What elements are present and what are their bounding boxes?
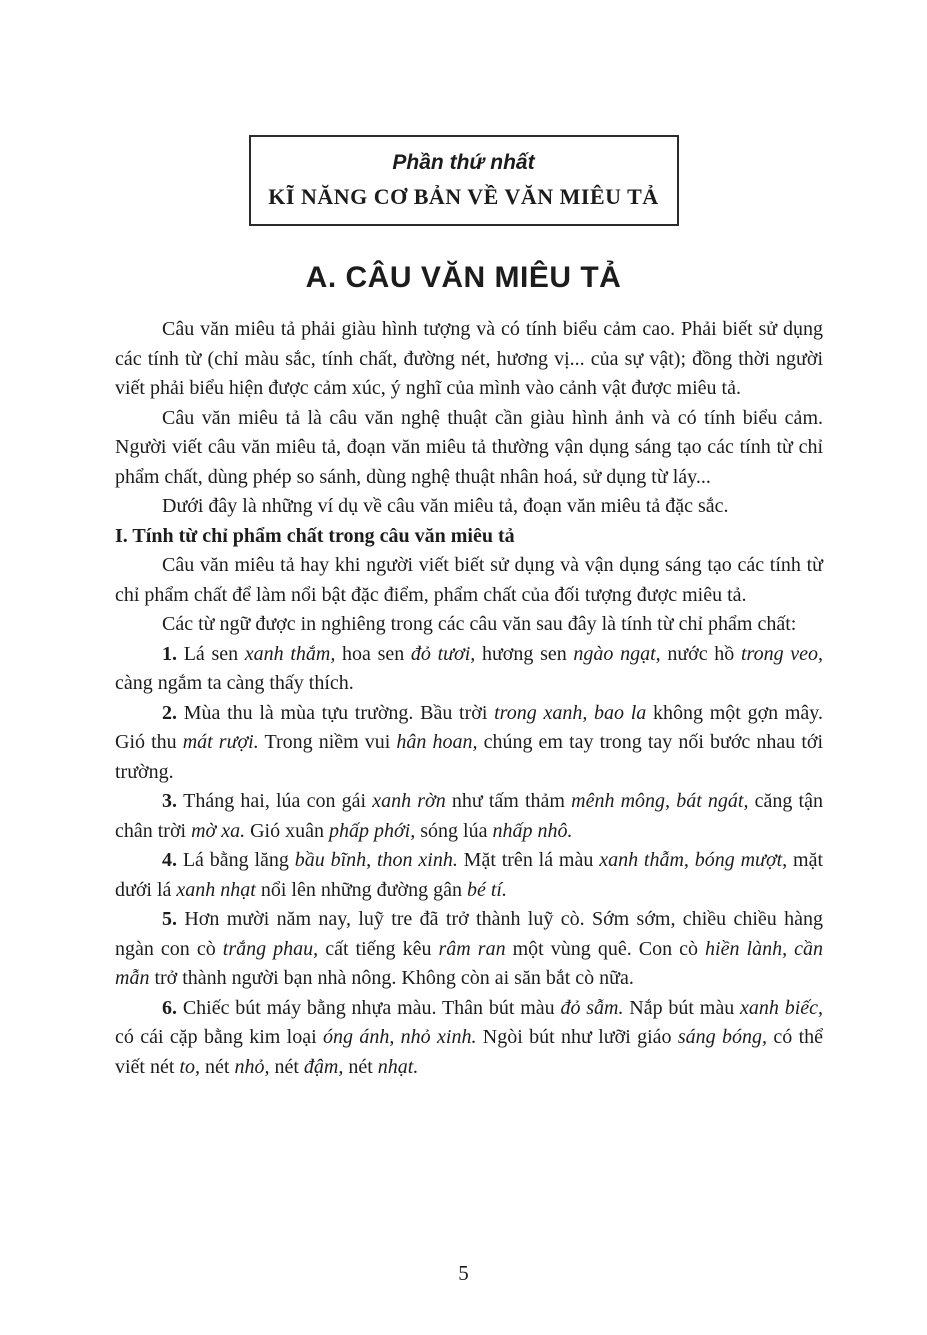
document-page <box>0 135 927 1335</box>
paragraph <box>115 640 823 699</box>
paragraph <box>115 699 823 788</box>
paragraph <box>115 315 823 404</box>
text-run: nhỏ, <box>234 1055 270 1078</box>
text-run: mờ xa. <box>191 819 246 842</box>
paragraph <box>115 610 823 640</box>
text-run: nét <box>200 1055 235 1078</box>
text-run: ngào ngạt, <box>573 642 661 665</box>
text-run: mặt dưới lá <box>115 849 824 901</box>
text-run: Câu văn miêu tả hay khi người viết biết sử dụng và vận dụng sáng tạo các tính từ chỉ phẩm chất để làm nổi bật đặc điểm, phẩm chất của đối tượng được miêu tả. <box>115 554 823 606</box>
text-run: Tháng hai, lúa con gái <box>183 790 373 812</box>
text-run: bầu bĩnh, thon xinh. <box>294 849 458 871</box>
paragraph <box>115 492 823 522</box>
text-run: trở thành người bạn nhà nông. Không còn ai săn bắt cò nữa. <box>149 967 634 989</box>
text-run: Mặt trên lá màu <box>457 849 600 871</box>
text-run: Lá sen <box>183 642 245 665</box>
text-run: có cái cặp bằng kim loại <box>115 1026 323 1048</box>
text-run: đậm, <box>303 1055 344 1078</box>
text-run: nét <box>343 1055 378 1078</box>
part-subtitle: Phần thứ nhất <box>392 151 535 174</box>
text-run: 4. <box>162 849 183 871</box>
text-run: Câu văn miêu tả là câu văn nghệ thuật cần giàu hình ảnh và có tính biểu cảm. Người viết câu văn miêu tả, đoạn văn miêu tả thường vận dụng sáng tạo các tính từ chỉ phẩm chất, dùng phép so sánh, dùng nghệ thuật nhân hoá, sử dụng từ láy... <box>115 406 823 488</box>
text-run: đỏ tươi, <box>410 642 476 665</box>
text-run: trong veo, <box>740 642 823 665</box>
text-run: Các từ ngữ được in nghiêng trong các câu văn sau đây là tính từ chỉ phẩm chất: <box>162 613 797 635</box>
section-heading <box>115 522 823 552</box>
text-run: phấp phới, <box>329 819 416 842</box>
text-run: mát rượi. <box>182 731 259 753</box>
text-run: càng ngắm ta càng thấy thích. <box>115 672 354 694</box>
paragraph <box>115 551 823 610</box>
paragraph <box>115 846 823 905</box>
chapter-heading: A. CÂU VĂN MIÊU TẢ <box>305 261 622 294</box>
text-run: xanh nhạt <box>176 878 256 901</box>
text-run: nhấp nhô. <box>492 819 573 842</box>
text-run: xanh thẫm, bóng mượt, <box>599 849 788 871</box>
part-title: KĨ NĂNG CƠ BẢN VỀ VĂN MIÊU TẢ <box>268 184 659 209</box>
text-run: óng ánh, nhỏ xinh. <box>322 1026 477 1048</box>
body-content <box>115 315 823 1082</box>
text-run: Nắp bút màu <box>623 996 741 1019</box>
page-number: 5 <box>458 1261 469 1285</box>
text-run: trắng phau, <box>222 937 319 960</box>
paragraph <box>115 905 823 994</box>
text-run: không một gợn mây. Gió thu <box>115 701 823 753</box>
text-run: to, <box>179 1055 200 1078</box>
text-run: Hơn mười năm nay, luỹ tre đã trở thành luỹ cò. Sớm sớm, chiều chiều hàng ngàn con cò <box>115 908 824 960</box>
text-run: xanh biếc, <box>740 996 824 1019</box>
text-run: 2. <box>162 701 184 724</box>
text-run: như tấm thảm <box>445 790 572 812</box>
text-run: 6. <box>162 996 183 1019</box>
text-run: Lá bằng lăng <box>182 849 295 871</box>
text-run: Gió xuân <box>245 819 329 842</box>
text-run: một vùng quê. Con cò <box>505 937 706 960</box>
paragraph <box>115 404 823 493</box>
paragraph <box>115 994 823 1083</box>
text-run: sáng bóng, <box>677 1026 768 1048</box>
text-run: 3. <box>162 790 184 812</box>
paragraph <box>115 787 823 846</box>
text-run: chúng em tay trong tay nối bước nhau tới trường. <box>115 731 824 783</box>
text-run: Chiếc bút máy bằng nhựa màu. Thân bút màu <box>182 996 561 1019</box>
text-run: xanh thắm, <box>244 642 336 665</box>
text-run: nước hồ <box>660 642 741 665</box>
text-run: căng tận chân trời <box>115 790 823 842</box>
text-run: đỏ sẫm. <box>560 996 624 1019</box>
text-run: Dưới đây là những ví dụ về câu văn miêu tả, đoạn văn miêu tả đặc sắc. <box>162 495 729 517</box>
text-run: nhạt. <box>377 1055 419 1078</box>
text-run: cất tiếng kêu <box>318 937 439 960</box>
text-run: I. Tính từ chỉ phẩm chất trong câu văn miêu tả <box>115 524 515 547</box>
text-run: trong xanh, bao la <box>494 701 647 724</box>
text-run: Câu văn miêu tả phải giàu hình tượng và có tính biểu cảm cao. Phải biết sử dụng các tính từ (chỉ màu sắc, tính chất, đường nét, hương vị... của sự vật); đồng thời người viết phải biểu hiện được cảm xúc, ý nghĩ của mình vào cảnh vật được miêu tả. <box>115 318 823 399</box>
text-run: xanh rờn <box>372 790 446 812</box>
text-run: hoa sen <box>335 642 411 665</box>
text-run: hiền lành, cần mẫn <box>115 937 823 989</box>
text-run: có thể viết nét <box>115 1026 824 1078</box>
text-run: nét <box>269 1055 304 1078</box>
text-run: hân hoan, <box>396 731 478 753</box>
text-run: 5. <box>162 908 185 930</box>
text-run: sóng lúa <box>415 819 493 842</box>
text-run: bé tí. <box>466 878 507 901</box>
text-run: mênh mông, bát ngát, <box>571 790 749 812</box>
text-run: hương sen <box>475 642 574 665</box>
text-run: râm ran <box>438 937 506 960</box>
text-run: Ngòi bút như lưỡi giáo <box>476 1026 678 1048</box>
text-run: 1. <box>162 642 184 665</box>
text-run: Trong niềm vui <box>258 731 397 753</box>
part-title-box <box>249 135 679 226</box>
text-run: Mùa thu là mùa tựu trường. Bầu trời <box>183 701 495 724</box>
text-run: nổi lên những đường gân <box>255 878 467 901</box>
